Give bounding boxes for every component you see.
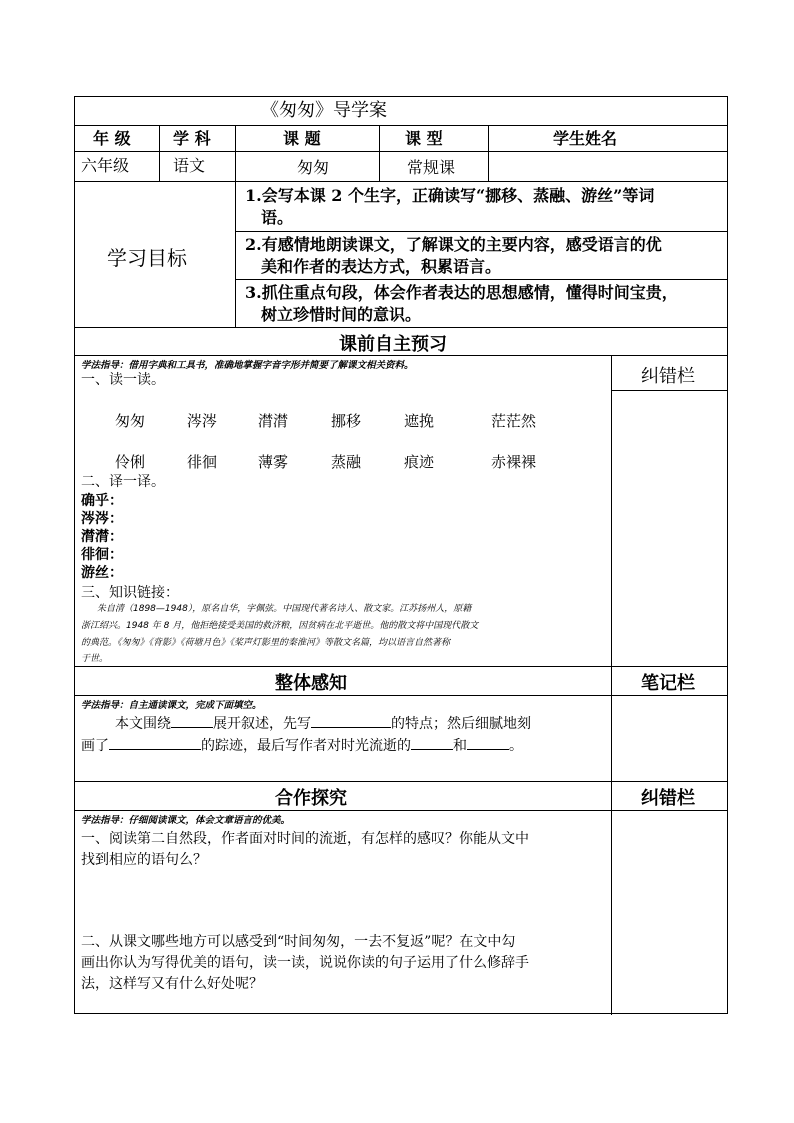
type-label: 课 型: [405, 129, 443, 148]
translate-item[interactable]: 确乎：: [81, 493, 123, 509]
word: 蒸融: [331, 453, 362, 471]
preview-title: 课前自主预习: [339, 334, 447, 355]
overview-title: 整体感知: [275, 673, 347, 694]
word: 伶俐: [115, 453, 146, 471]
header-row: [75, 126, 727, 152]
topic-value: 匆匆: [297, 158, 330, 177]
blank-field[interactable]: [411, 734, 453, 750]
link-line: 浙江绍兴。1948 年 8 月，他拒绝接受美国的救济粮，因贫病在北平逝世。他的散文将中国现代散文: [81, 621, 479, 631]
goal-3: 3.抓住重点句段，体会作者表达的思想感情，懂得时间宝贵， 树立珍惜时间的意识。: [245, 283, 678, 324]
preview-guide: 学法指导：借用字典和工具书，准确地掌握字音字形并简要了解课文相关资料。: [81, 360, 414, 371]
read-heading: 一、读一读。: [81, 372, 165, 388]
question-2: 法，这样写又有什么好处呢？: [81, 976, 263, 992]
word: 痕迹: [404, 453, 435, 471]
word: 赤裸裸: [491, 453, 537, 471]
link-line: 的典范。《匆匆》《背影》《荷塘月色》《桨声灯影里的秦淮河》等散文名篇，均以语言自然著称: [81, 638, 451, 648]
preview-title-row: [75, 328, 727, 356]
question-1: 一、阅读第二自然段，作者面对时间的流逝，有怎样的感叹？你能从文中: [81, 831, 529, 847]
blank-field[interactable]: [311, 712, 391, 728]
explore-section: [75, 811, 727, 1015]
overview-line-1: 本文围绕 展开叙述，先写 的特点；然后细腻地刻: [115, 712, 531, 734]
student-name-label: 学生姓名: [553, 129, 618, 148]
goal-1: 1.会写本课 2 个生字，正确读写“挪移、蒸融、游丝”等词 语。: [235, 182, 727, 232]
link-heading: 三、知识链接：: [81, 585, 179, 601]
word: 茫茫然: [491, 412, 537, 430]
goal-2: 2.有感情地朗读课文，了解课文的主要内容，感受语言的优 美和作者的表达方式，积累语言。: [235, 232, 727, 280]
explore-title-row: [75, 782, 727, 811]
subject-value: 语文: [173, 156, 206, 175]
word: 遮挽: [404, 412, 435, 430]
grade-value: 六年级: [81, 156, 130, 175]
info-row: [75, 152, 727, 182]
blank-field[interactable]: [109, 734, 201, 750]
grade-label: 年 级: [93, 129, 131, 148]
topic-label: 课 题: [283, 129, 321, 148]
word: 徘徊: [187, 453, 218, 471]
link-line: 于世。: [81, 654, 109, 664]
overview-guide: 学法指导：自主通读课文，完成下面填空。: [81, 700, 262, 711]
overview-side-label: 笔记栏: [641, 673, 695, 694]
word: 薄雾: [258, 453, 289, 471]
word: 匆匆: [115, 412, 146, 430]
overview-title-row: [75, 667, 727, 696]
translate-item[interactable]: 涔涔：: [81, 511, 123, 527]
explore-guide: 学法指导：仔细阅读课文，体会文章语言的优美。: [81, 815, 291, 826]
page-title: 《匆匆》导学案: [261, 100, 387, 121]
type-value: 常规课: [407, 158, 456, 177]
question-2: 画出你认为写得优美的语句，读一读，说说你读的句子运用了什么修辞手: [81, 955, 529, 971]
word: 潸潸: [258, 412, 289, 430]
translate-item[interactable]: 游丝：: [81, 565, 123, 581]
translate-item[interactable]: 潸潸：: [81, 529, 123, 545]
question-2: 二、从课文哪些地方可以感受到“时间匆匆，一去不复返”呢？在文中勾: [81, 934, 516, 950]
blank-field[interactable]: [171, 712, 213, 728]
preview-side-label: 纠错栏: [641, 366, 695, 387]
translate-item[interactable]: 徘徊：: [81, 547, 123, 563]
link-line: 朱自清（1898—1948），原名自华，字佩弦。中国现代著名诗人、散文家。江苏扬州人，原籍: [97, 604, 472, 614]
explore-title: 合作探究: [275, 788, 347, 809]
question-1: 找到相应的语句么？: [81, 852, 207, 868]
subject-label: 学 科: [173, 129, 211, 148]
overview-line-2: 画了 的踪迹，最后写作者对时光流逝的 和 。: [81, 734, 523, 756]
blank-field[interactable]: [467, 734, 509, 750]
preview-section: [75, 356, 727, 667]
word: 涔涔: [187, 412, 218, 430]
word: 挪移: [331, 412, 362, 430]
title-row: [75, 97, 727, 126]
explore-side-label: 纠错栏: [641, 788, 695, 809]
goals-label: 学习目标: [107, 246, 187, 270]
translate-heading: 二、译一译。: [81, 474, 165, 490]
overview-section: [75, 696, 727, 782]
worksheet-table: [74, 96, 728, 1014]
